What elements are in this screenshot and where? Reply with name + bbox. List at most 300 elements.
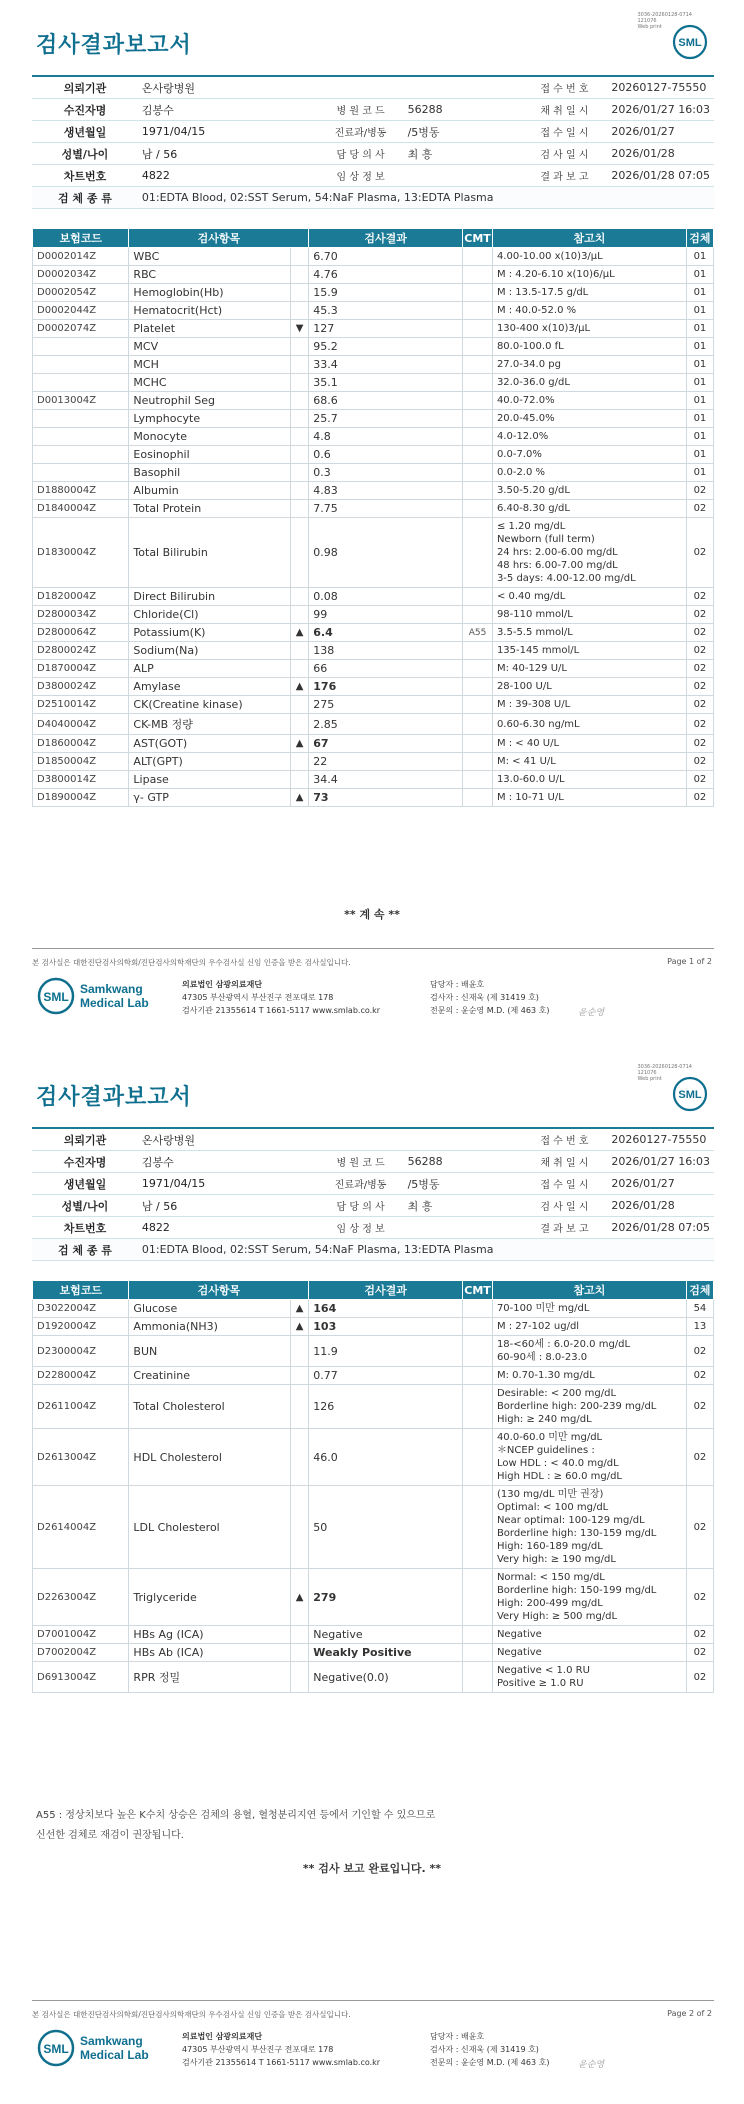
specimen-code: 02 <box>686 1486 713 1569</box>
info-label: 임 상 정 보 <box>318 1217 404 1239</box>
reference-line: 3-5 days: 4.00-12.00 mg/dL <box>496 573 636 584</box>
specimen-code: 01 <box>686 284 713 302</box>
test-result: 99 <box>309 606 463 624</box>
reference-line: 135-145 mmol/L <box>496 645 580 656</box>
test-result: 34.4 <box>309 771 463 789</box>
test-result: 4.8 <box>309 428 463 446</box>
test-result: 45.3 <box>309 302 463 320</box>
test-result: 11.9 <box>309 1336 463 1367</box>
info-value: 4822 <box>138 165 318 187</box>
test-result: 2.85 <box>309 714 463 735</box>
reference-range <box>492 1318 686 1336</box>
info-value <box>404 165 522 187</box>
footer-staff-tester: 검사자 : 신재욱 (제 31419 호) <box>430 993 539 1002</box>
result-row <box>33 338 714 356</box>
flag-cell <box>290 374 308 392</box>
reference-range <box>492 320 686 338</box>
flag-cell <box>290 606 308 624</box>
reference-range <box>492 518 686 588</box>
comment-code <box>463 410 493 428</box>
test-item: Hemoglobin(Hb) <box>129 284 290 302</box>
test-result: Negative(0.0) <box>309 1662 463 1693</box>
reference-range <box>492 789 686 807</box>
comment-code <box>463 1367 493 1385</box>
info-value: 2026/01/28 <box>607 1195 714 1217</box>
specimen-row <box>32 1239 714 1261</box>
flag-cell <box>290 482 308 500</box>
test-item: Total Bilirubin <box>129 518 290 588</box>
info-label: 병 원 코 드 <box>318 1151 404 1173</box>
reference-range <box>492 266 686 284</box>
reference-line: 24 hrs: 2.00-6.00 mg/dL <box>496 547 618 558</box>
reference-line: Optimal: < 100 mg/dL <box>496 1502 609 1513</box>
header-code: 보험코드 <box>33 1281 129 1300</box>
info-row <box>32 76 714 99</box>
test-item: WBC <box>129 248 290 266</box>
footer-staff-tester-2: 검사자 : 신재욱 (제 31419 호) <box>430 2045 539 2054</box>
reference-range <box>492 606 686 624</box>
info-value: 최 흥 <box>404 143 522 165</box>
test-result: 33.4 <box>309 356 463 374</box>
specimen-code: 02 <box>686 1626 713 1644</box>
test-item: Total Cholesterol <box>129 1385 290 1429</box>
flag-cell <box>290 428 308 446</box>
info-row <box>32 1217 714 1239</box>
high-flag-icon: ▲ <box>290 1300 308 1318</box>
reference-line: 80.0-100.0 fL <box>496 341 564 352</box>
footer-org-2: 의료법인 삼광의료재단 <box>182 2032 263 2041</box>
reference-range <box>492 735 686 753</box>
test-result: 35.1 <box>309 374 463 392</box>
comment-code <box>463 606 493 624</box>
info-value: 2026/01/28 07:05 <box>607 165 714 187</box>
header-specimen: 검체 <box>686 229 713 248</box>
reference-range <box>492 446 686 464</box>
test-item: ALP <box>129 660 290 678</box>
patient-info-table-2 <box>32 1127 714 1261</box>
specimen-code: 02 <box>686 642 713 660</box>
result-row <box>33 410 714 428</box>
info-label: 생년월일 <box>32 1173 138 1195</box>
info-label: 의뢰기관 <box>32 1128 138 1151</box>
reference-line: ≤ 1.20 mg/dL <box>496 521 566 532</box>
test-item: BUN <box>129 1336 290 1367</box>
result-row <box>33 392 714 410</box>
specimen-code: 01 <box>686 248 713 266</box>
flag-cell <box>290 500 308 518</box>
flag-cell <box>290 1429 308 1486</box>
flag-cell <box>290 588 308 606</box>
reference-line: 40.0-60.0 미만 mg/dL <box>496 1432 603 1443</box>
comment-code <box>463 320 493 338</box>
comment-code <box>463 789 493 807</box>
reference-line: 6.40-8.30 g/dL <box>496 503 570 514</box>
reference-range <box>492 771 686 789</box>
print-stamp-id-2: 3036-20260128-0714 <box>637 1064 692 1070</box>
test-item: MCHC <box>129 374 290 392</box>
test-item: HBs Ag (ICA) <box>129 1626 290 1644</box>
info-label: 접 수 번 호 <box>521 1128 607 1151</box>
result-row <box>33 771 714 789</box>
comment-code <box>463 374 493 392</box>
flag-cell <box>290 1626 308 1644</box>
test-item: Monocyte <box>129 428 290 446</box>
test-result: 164 <box>309 1300 463 1318</box>
high-flag-icon: ▲ <box>290 735 308 753</box>
comment-code <box>463 302 493 320</box>
info-value: 2026/01/27 <box>607 121 714 143</box>
reference-range <box>492 284 686 302</box>
test-item: MCV <box>129 338 290 356</box>
reference-line: Low HDL : < 40.0 mg/dL <box>496 1458 619 1469</box>
reference-range <box>492 248 686 266</box>
insurance-code: D7001004Z <box>33 1626 129 1644</box>
specimen-code: 02 <box>686 660 713 678</box>
flag-cell <box>290 1662 308 1693</box>
specimen-value: 01:EDTA Blood, 02:SST Serum, 54:NaF Plasma, 13:EDTA Plasma <box>138 187 714 209</box>
comment-code <box>463 284 493 302</box>
header-specimen: 검체 <box>686 1281 713 1300</box>
results-table-2 <box>32 1280 714 1693</box>
reference-range <box>492 428 686 446</box>
insurance-code: D2614004Z <box>33 1486 129 1569</box>
test-result: 15.9 <box>309 284 463 302</box>
specimen-code: 02 <box>686 1644 713 1662</box>
reference-line: 27.0-34.0 pg <box>496 359 561 370</box>
signature: 윤순영 <box>578 1008 605 1018</box>
footer-brand-2 <box>80 2034 149 2062</box>
reference-line: M : 10-71 U/L <box>496 792 564 803</box>
test-result: 66 <box>309 660 463 678</box>
test-item: CK-MB 정량 <box>129 714 290 735</box>
insurance-code: D1820004Z <box>33 588 129 606</box>
specimen-code: 02 <box>686 735 713 753</box>
specimen-code: 02 <box>686 588 713 606</box>
insurance-code: D2611004Z <box>33 1385 129 1429</box>
insurance-code: D3022004Z <box>33 1300 129 1318</box>
result-row <box>33 789 714 807</box>
insurance-code: D1840004Z <box>33 500 129 518</box>
specimen-code: 02 <box>686 1429 713 1486</box>
specimen-code: 02 <box>686 771 713 789</box>
info-value: 2026/01/28 07:05 <box>607 1217 714 1239</box>
results-header-row <box>33 1281 714 1300</box>
test-result: 67 <box>309 735 463 753</box>
test-item: Sodium(Na) <box>129 642 290 660</box>
result-row <box>33 320 714 338</box>
comment-code <box>463 266 493 284</box>
brand-line-2: Medical Lab <box>80 996 149 1010</box>
test-result: 25.7 <box>309 410 463 428</box>
test-result: 22 <box>309 753 463 771</box>
specimen-code: 02 <box>686 714 713 735</box>
info-label: 수진자명 <box>32 99 138 121</box>
info-value: 4822 <box>138 1217 318 1239</box>
footer-logo <box>36 976 176 1020</box>
specimen-code: 01 <box>686 338 713 356</box>
test-item: Basophil <box>129 464 290 482</box>
info-row <box>32 1128 714 1151</box>
comment-code <box>463 771 493 789</box>
info-value: 온사랑병원 <box>138 76 318 99</box>
brand-line-1-2: Samkwang <box>80 2034 143 2048</box>
print-stamp-label-2: Web print <box>637 1076 662 1082</box>
header-cmt: CMT <box>463 1281 493 1300</box>
flag-cell <box>290 753 308 771</box>
results-header-row <box>33 229 714 248</box>
reference-line: M : < 40 U/L <box>496 738 560 749</box>
header-ref: 참고치 <box>492 1281 686 1300</box>
comment-code <box>463 1429 493 1486</box>
info-label: 진료과/병동 <box>318 1173 404 1195</box>
a55-note-line-2: 신선한 검체로 재검이 권장됩니다. <box>36 1830 184 1841</box>
reference-line: Negative <box>496 1647 542 1658</box>
reference-range <box>492 1367 686 1385</box>
result-row <box>33 482 714 500</box>
reference-line: 3.50-5.20 g/dL <box>496 485 570 496</box>
test-result: 127 <box>309 320 463 338</box>
specimen-code: 13 <box>686 1318 713 1336</box>
reference-line: Positive ≥ 1.0 RU <box>496 1678 584 1689</box>
reference-line: 130-400 x(10)3/μL <box>496 323 591 334</box>
report-title-2: 검사결과보고서 <box>36 1085 192 1110</box>
patient-info-table <box>32 75 714 209</box>
footer-inst-2: 검사기관 21355614 T 1661-5117 www.smlab.co.kr <box>182 2058 381 2067</box>
comment-code <box>463 1486 493 1569</box>
reference-range <box>492 302 686 320</box>
insurance-code: D0002074Z <box>33 320 129 338</box>
info-label: 접 수 일 시 <box>521 1173 607 1195</box>
test-result: 46.0 <box>309 1429 463 1486</box>
footer-staff <box>430 978 549 1017</box>
reference-line: High: ≥ 240 mg/dL <box>496 1414 592 1425</box>
info-label: 임 상 정 보 <box>318 165 404 187</box>
sml-footer-logo-icon <box>36 976 76 1016</box>
reference-line: Borderline high: 200-239 mg/dL <box>496 1401 657 1412</box>
reference-line: 0.0-2.0 % <box>496 467 546 478</box>
footer-org: 의료법인 삼광의료재단 <box>182 980 263 989</box>
specimen-code: 02 <box>686 789 713 807</box>
sml-logo-text-2: SML <box>678 1089 702 1101</box>
info-value: 20260127-75550 <box>607 1128 714 1151</box>
reference-line: High HDL : ≥ 60.0 mg/dL <box>496 1471 622 1482</box>
info-value: 최 흥 <box>404 1195 522 1217</box>
result-row <box>33 624 714 642</box>
high-flag-icon: ▲ <box>290 1318 308 1336</box>
footer-logo-2 <box>36 2028 176 2072</box>
sml-logo-text: SML <box>678 37 702 49</box>
specimen-code: 02 <box>686 1385 713 1429</box>
reference-line: 32.0-36.0 g/dL <box>496 377 570 388</box>
flag-cell <box>290 771 308 789</box>
result-row <box>33 1429 714 1486</box>
sml-logo-icon <box>672 24 708 60</box>
flag-cell <box>290 410 308 428</box>
specimen-code: 54 <box>686 1300 713 1318</box>
specimen-code: 01 <box>686 320 713 338</box>
result-row <box>33 446 714 464</box>
reference-line: M : 39-308 U/L <box>496 699 571 710</box>
specimen-code: 01 <box>686 266 713 284</box>
reference-line: High: 200-499 mg/dL <box>496 1598 603 1609</box>
test-item: HBs Ab (ICA) <box>129 1644 290 1662</box>
info-value: 1971/04/15 <box>138 1173 318 1195</box>
info-label: 검 사 일 시 <box>521 1195 607 1217</box>
test-result: Negative <box>309 1626 463 1644</box>
result-row <box>33 428 714 446</box>
reference-range <box>492 338 686 356</box>
info-value: /5병동 <box>404 121 522 143</box>
footer-inst: 검사기관 21355614 T 1661-5117 www.smlab.co.kr <box>182 1006 381 1015</box>
comment-code <box>463 660 493 678</box>
test-item: Ammonia(NH3) <box>129 1318 290 1336</box>
insurance-code: D1850004Z <box>33 753 129 771</box>
reference-range <box>492 714 686 735</box>
info-label: 성별/나이 <box>32 1195 138 1217</box>
result-row <box>33 284 714 302</box>
result-row <box>33 302 714 320</box>
test-item: Total Protein <box>129 500 290 518</box>
info-row <box>32 165 714 187</box>
a55-note-line-1: A55 : 정상치보다 높은 K수치 상승은 검체의 용혈, 혈청분리지연 등에서 기인할 수 있으므로 <box>36 1810 436 1821</box>
footer-divider <box>32 948 714 949</box>
result-row <box>33 588 714 606</box>
info-label: 접 수 번 호 <box>521 76 607 99</box>
test-item: Direct Bilirubin <box>129 588 290 606</box>
reference-line: 70-100 미만 mg/dL <box>496 1303 590 1314</box>
footer-staff-manager: 담당자 : 배윤호 <box>430 980 485 989</box>
reference-line: Borderline high: 150-199 mg/dL <box>496 1585 657 1596</box>
test-result: 0.6 <box>309 446 463 464</box>
flag-cell <box>290 302 308 320</box>
reference-line: Negative <box>496 1629 542 1640</box>
test-item: γ- GTP <box>129 789 290 807</box>
insurance-code: D1890004Z <box>33 789 129 807</box>
reference-line: M: < 41 U/L <box>496 756 556 767</box>
specimen-value: 01:EDTA Blood, 02:SST Serum, 54:NaF Plasma, 13:EDTA Plasma <box>138 1239 714 1261</box>
brand-line-2-2: Medical Lab <box>80 2048 149 2062</box>
test-item: Platelet <box>129 320 290 338</box>
comment-code <box>463 392 493 410</box>
insurance-code <box>33 356 129 374</box>
header-item: 검사항목 <box>129 229 309 248</box>
a55-note <box>36 1806 435 1846</box>
reference-line: Very High: ≥ 500 mg/dL <box>496 1611 618 1622</box>
test-item: Triglyceride <box>129 1569 290 1626</box>
flag-cell <box>290 1385 308 1429</box>
reference-range <box>492 660 686 678</box>
result-row <box>33 714 714 735</box>
comment-code <box>463 1300 493 1318</box>
flag-cell <box>290 660 308 678</box>
result-row <box>33 500 714 518</box>
test-item: Lymphocyte <box>129 410 290 428</box>
reference-range <box>492 696 686 714</box>
test-result: 138 <box>309 642 463 660</box>
test-item: Chloride(Cl) <box>129 606 290 624</box>
reference-line: 4.00-10.00 x(10)3/μL <box>496 251 603 262</box>
test-result: 0.3 <box>309 464 463 482</box>
info-row <box>32 143 714 165</box>
specimen-code: 02 <box>686 1367 713 1385</box>
result-row <box>33 753 714 771</box>
reference-range <box>492 642 686 660</box>
info-label: 병 원 코 드 <box>318 99 404 121</box>
insurance-code <box>33 374 129 392</box>
test-result: 0.98 <box>309 518 463 588</box>
test-result: 6.70 <box>309 248 463 266</box>
result-row <box>33 1318 714 1336</box>
comment-code <box>463 446 493 464</box>
info-label: 채 취 일 시 <box>521 99 607 121</box>
reference-line: High: 160-189 mg/dL <box>496 1541 603 1552</box>
test-item: Albumin <box>129 482 290 500</box>
comment-code <box>463 588 493 606</box>
comment-code <box>463 735 493 753</box>
reference-range <box>492 1626 686 1644</box>
test-result: Weakly Positive <box>309 1644 463 1662</box>
test-result: 103 <box>309 1318 463 1336</box>
reference-line: Very high: ≥ 190 mg/dL <box>496 1554 616 1565</box>
insurance-code: D2263004Z <box>33 1569 129 1626</box>
result-row <box>33 1367 714 1385</box>
info-value <box>404 1128 522 1151</box>
high-flag-icon: ▲ <box>290 624 308 642</box>
insurance-code: D1880004Z <box>33 482 129 500</box>
insurance-code: D1860004Z <box>33 735 129 753</box>
info-label: 담 당 의 사 <box>318 143 404 165</box>
test-result: 126 <box>309 1385 463 1429</box>
result-row <box>33 1626 714 1644</box>
result-row <box>33 696 714 714</box>
insurance-code: D1830004Z <box>33 518 129 588</box>
info-label <box>318 76 404 99</box>
insurance-code: D0002044Z <box>33 302 129 320</box>
specimen-code: 01 <box>686 446 713 464</box>
comment-code <box>463 1626 493 1644</box>
result-row <box>33 1486 714 1569</box>
brand-line-1: Samkwang <box>80 982 143 996</box>
footer-addr-2: 47305 부산광역시 부산진구 전포대로 178 <box>182 2045 334 2054</box>
specimen-code: 01 <box>686 428 713 446</box>
sml-logo-icon-2 <box>672 1076 708 1112</box>
info-label: 담 당 의 사 <box>318 1195 404 1217</box>
reference-range <box>492 1300 686 1318</box>
reference-line: Borderline high: 130-159 mg/dL <box>496 1528 657 1539</box>
info-row <box>32 99 714 121</box>
info-value: 김봉수 <box>138 1151 318 1173</box>
info-row <box>32 121 714 143</box>
insurance-code: D2800024Z <box>33 642 129 660</box>
test-result: 68.6 <box>309 392 463 410</box>
insurance-code <box>33 446 129 464</box>
comment-code <box>463 1318 493 1336</box>
low-flag-icon: ▼ <box>290 320 308 338</box>
comment-code <box>463 1569 493 1626</box>
reference-range <box>492 356 686 374</box>
insurance-code: D6913004Z <box>33 1662 129 1693</box>
insurance-code: D3800014Z <box>33 771 129 789</box>
insurance-code: D1870004Z <box>33 660 129 678</box>
reference-line: 48 hrs: 6.00-7.00 mg/dL <box>496 560 618 571</box>
results-table <box>32 228 714 807</box>
info-value: 온사랑병원 <box>138 1128 318 1151</box>
high-flag-icon: ▲ <box>290 789 308 807</box>
test-item: Hematocrit(Hct) <box>129 302 290 320</box>
comment-code <box>463 518 493 588</box>
print-stamp-code: 121076 <box>637 18 657 24</box>
result-row <box>33 735 714 753</box>
